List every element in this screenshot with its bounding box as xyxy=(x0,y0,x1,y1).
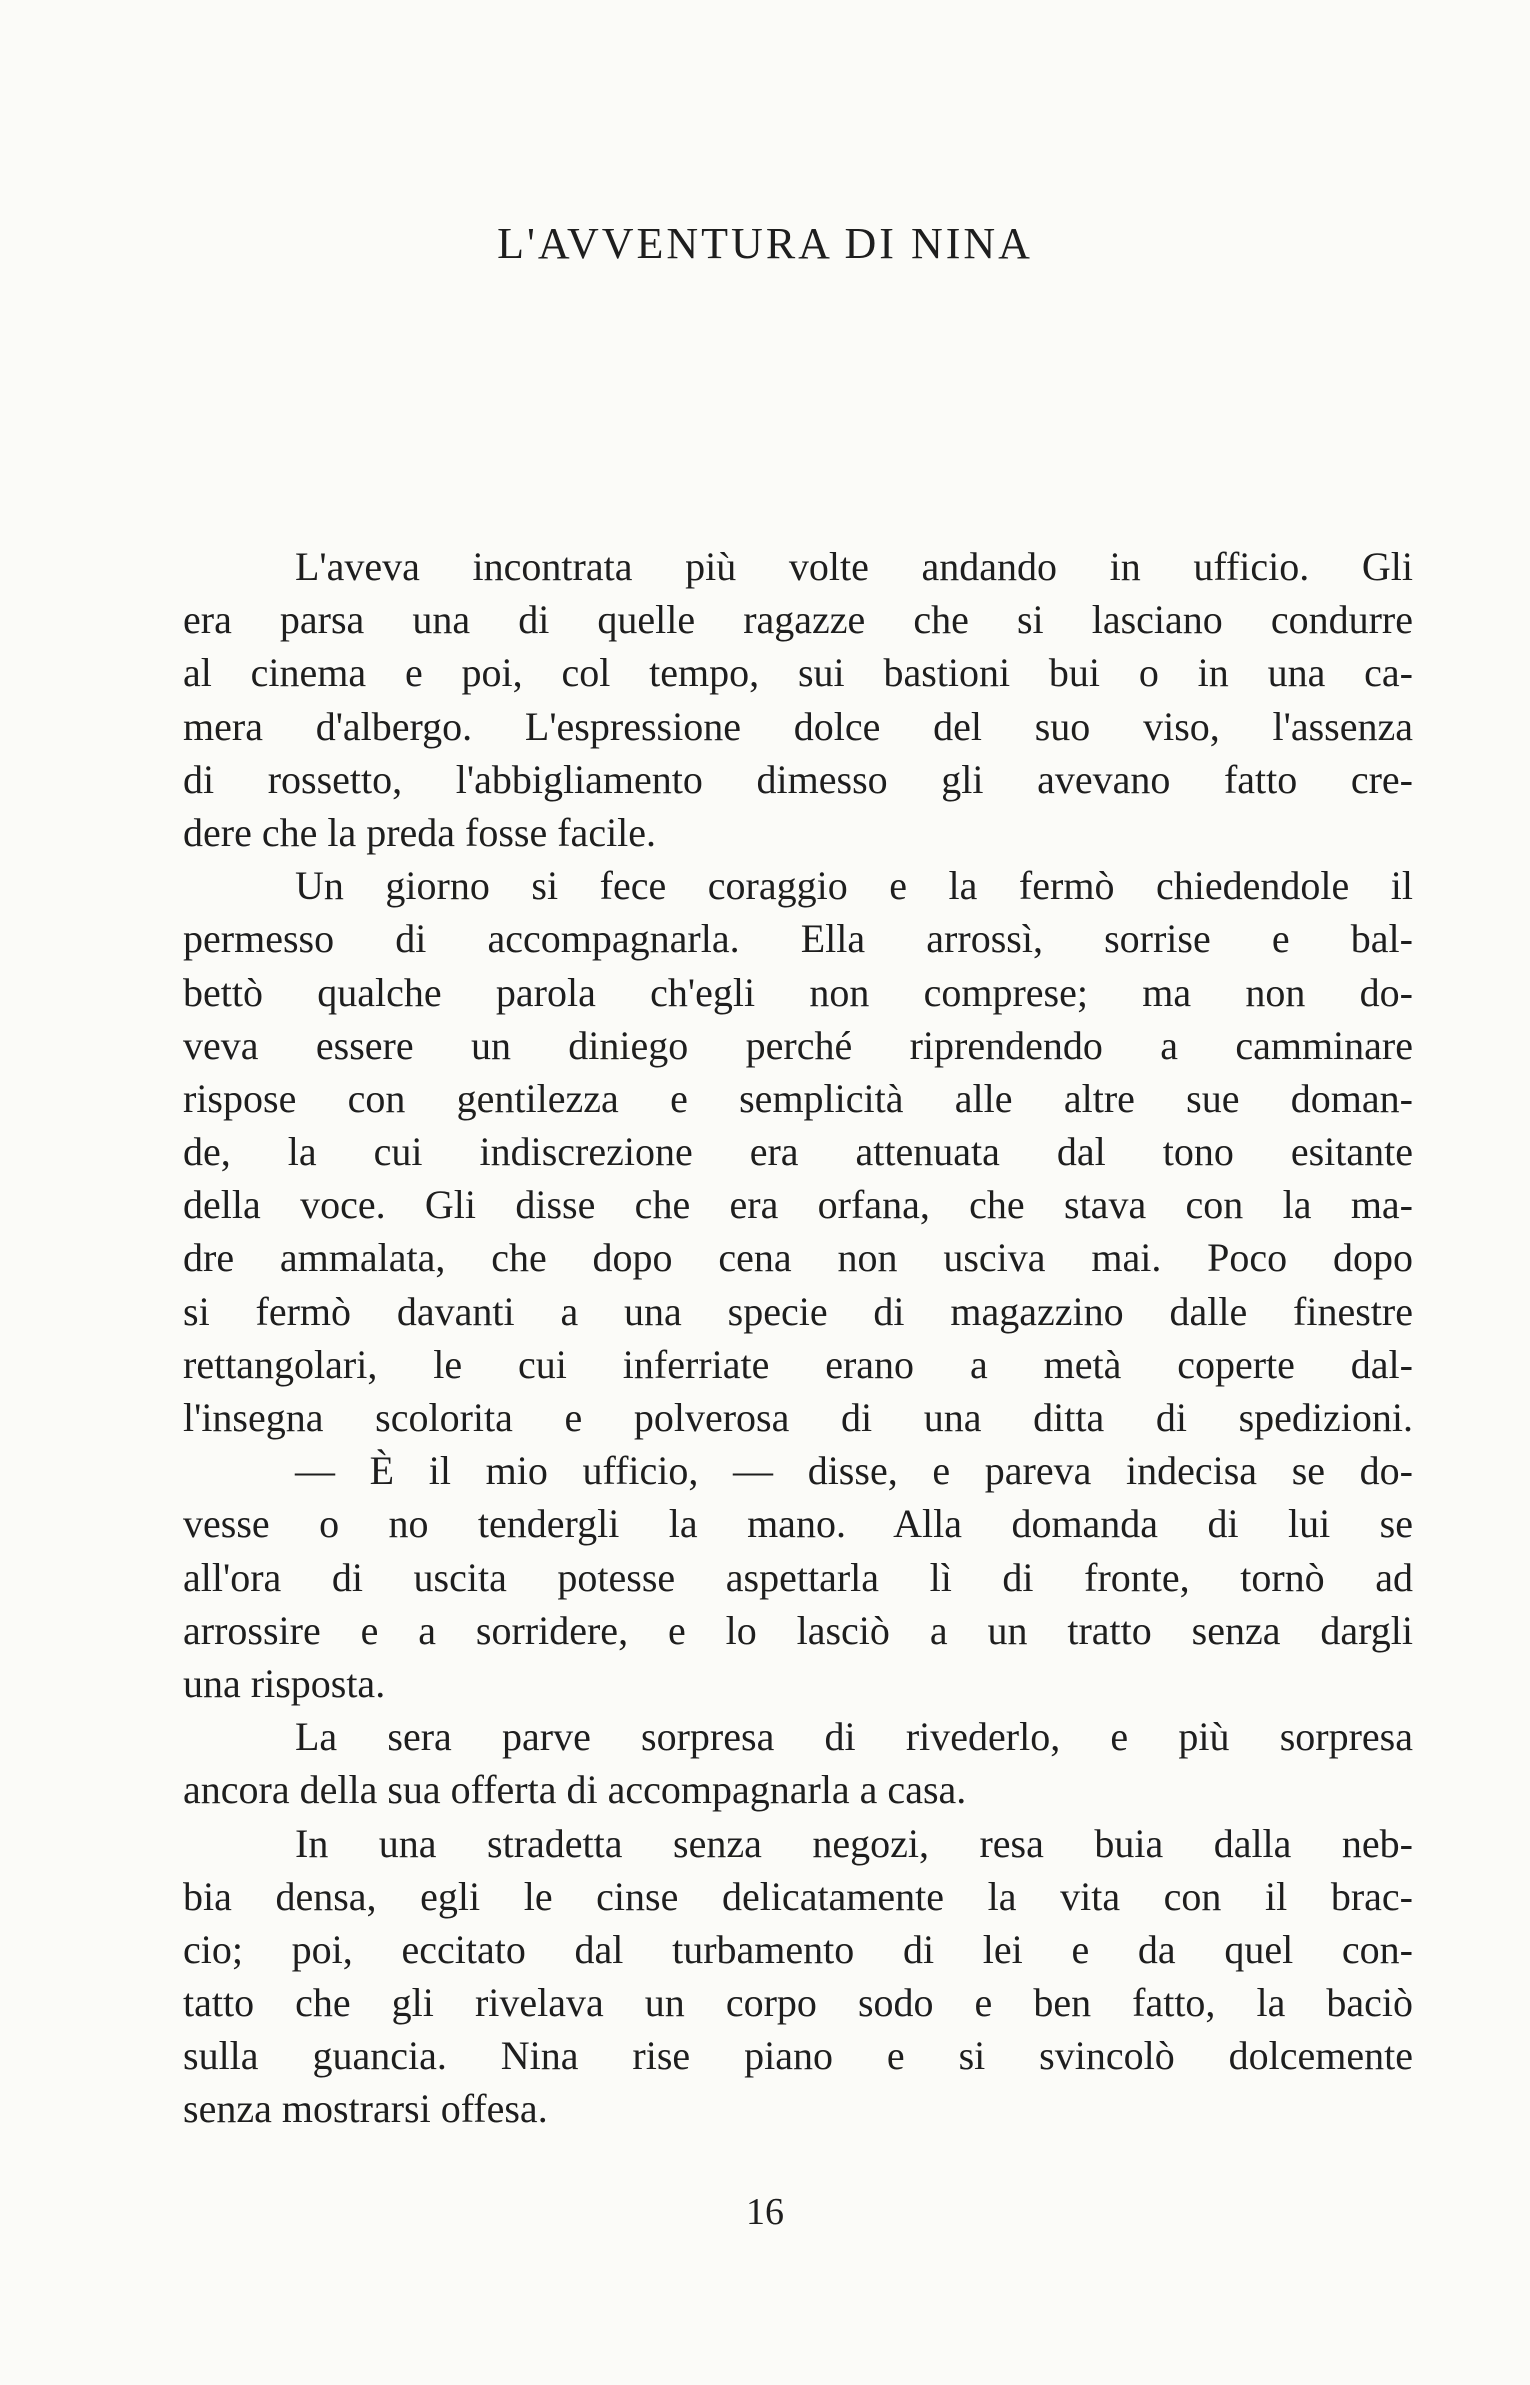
text-line: rispose con gentilezza e semplicità alle altre sue doman- xyxy=(183,1075,1413,1121)
text-line: cio; poi, eccitato dal turbamento di lei e da quel con- xyxy=(183,1926,1413,1972)
chapter-title: L'AVVENTURA DI NINA xyxy=(497,219,1033,268)
text-line: sulla guancia. Nina rise piano e si svincolò dolcemente xyxy=(183,2033,1413,2079)
text-line: dere che la preda fosse facile. xyxy=(183,809,657,855)
text-line: La sera parve sorpresa di rivederlo, e più sorpresa xyxy=(295,1714,1413,1760)
text-line: Un giorno si fece coraggio e la fermò chiedendole il xyxy=(295,863,1413,909)
text-line: bettò qualche parola ch'egli non comprese; ma non do- xyxy=(183,969,1413,1015)
chapter-body xyxy=(183,540,1413,2136)
text-line: si fermò davanti a una specie di magazzino dalle finestre xyxy=(183,1288,1413,1334)
text-line: una risposta. xyxy=(183,1660,386,1706)
text-line: vesse o no tendergli la mano. Alla domanda di lui se xyxy=(183,1501,1413,1547)
text-line: rettangolari, le cui inferriate erano a metà coperte dal- xyxy=(183,1341,1413,1387)
text-line: all'ora di uscita potesse aspettarla lì di fronte, tornò ad xyxy=(183,1554,1413,1600)
text-line: di rossetto, l'abbigliamento dimesso gli avevano fatto cre- xyxy=(183,756,1413,802)
text-line: In una stradetta senza negozi, resa buia dalla neb- xyxy=(295,1820,1413,1866)
text-line: de, la cui indiscrezione era attenuata dal tono esitante xyxy=(183,1129,1413,1175)
text-line: della voce. Gli disse che era orfana, che stava con la ma- xyxy=(183,1182,1413,1228)
text-line: senza mostrarsi offesa. xyxy=(183,2086,548,2132)
text-line: veva essere un diniego perché riprendendo a camminare xyxy=(183,1022,1413,1068)
page-number: 16 xyxy=(746,2191,784,2233)
text-line: bia densa, egli le cinse delicatamente la vita con il brac- xyxy=(183,1873,1413,1919)
text-line: permesso di accompagnarla. Ella arrossì, sorrise e bal- xyxy=(183,916,1413,962)
text-line: mera d'albergo. L'espressione dolce del suo viso, l'assenza xyxy=(183,703,1413,749)
text-line: L'aveva incontrata più volte andando in ufficio. Gli xyxy=(295,544,1413,589)
text-line: — È il mio ufficio, — disse, e pareva indecisa se do- xyxy=(295,1448,1413,1494)
text-line: al cinema e poi, col tempo, sui bastioni bui o in una ca- xyxy=(183,650,1413,696)
text-line: ancora della sua offerta di accompagnarla a casa. xyxy=(183,1767,967,1813)
text-line: tatto che gli rivelava un corpo sodo e ben fatto, la baciò xyxy=(183,1980,1413,2026)
text-line: era parsa una di quelle ragazze che si lasciano condurre xyxy=(183,597,1413,643)
text-line: arrossire e a sorridere, e lo lasciò a un tratto senza dargli xyxy=(183,1607,1413,1653)
text-line: dre ammalata, che dopo cena non usciva mai. Poco dopo xyxy=(183,1235,1413,1281)
text-line: l'insegna scolorita e polverosa di una ditta di spedizioni. xyxy=(183,1395,1413,1440)
